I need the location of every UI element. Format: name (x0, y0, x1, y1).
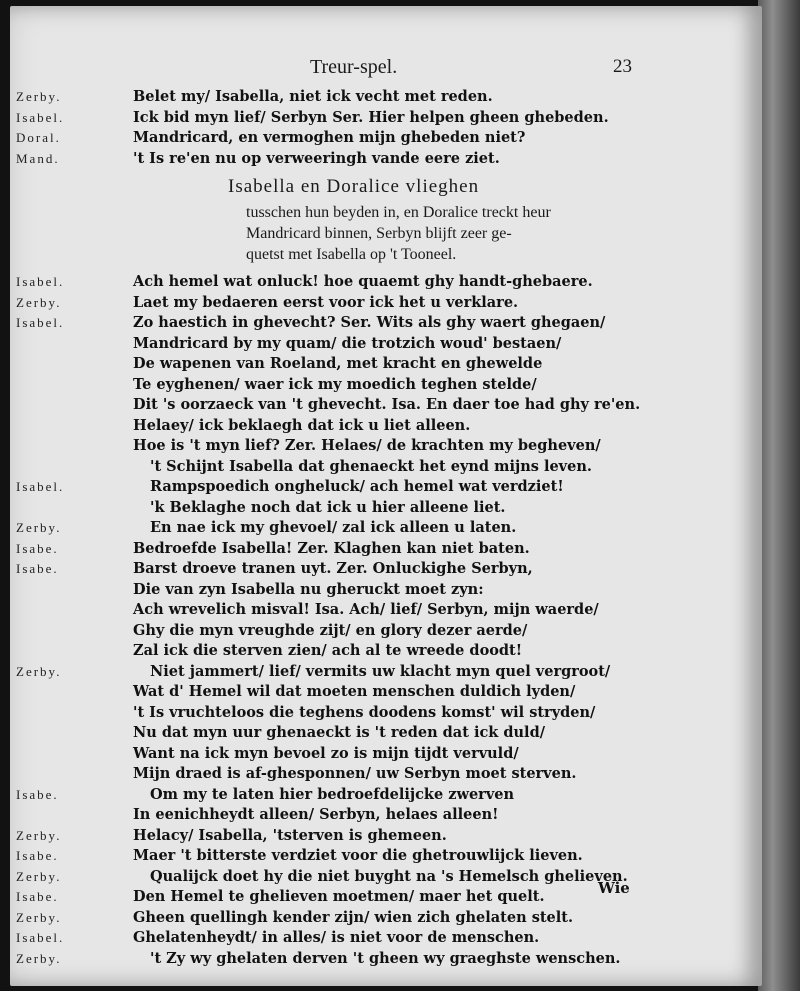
verse-line (10, 108, 762, 129)
line-text: Die van zyn Isabella nu gheruckt moet zyn: (133, 580, 484, 598)
speaker-label: Isabe. (16, 561, 59, 576)
line-text: Bedroefde Isabella! Zer. Klaghen kan niet baten. (133, 539, 530, 557)
line-text: Zal ick die sterven zien/ ach al te wreede doodt! (133, 642, 523, 659)
page-header (10, 56, 762, 82)
running-head: Treur-spel. (310, 56, 398, 78)
verse-line (10, 477, 762, 498)
verse-text (10, 87, 762, 969)
speaker-label: Isabel. (16, 274, 65, 289)
verse-line (10, 539, 762, 560)
line-text: Gheen quellingh kender zijn/ wien zich ghelaten stelt. (133, 908, 574, 926)
verse-line (10, 395, 762, 416)
page-number: 23 (613, 56, 632, 77)
verse-line (10, 703, 762, 724)
stage-direction-line: Isabella en Doralice vlieghen (228, 176, 480, 197)
verse-line (10, 457, 762, 478)
verse-line (10, 908, 762, 929)
line-text: 'k Beklaghe noch dat ick u hier alleene liet. (150, 498, 506, 516)
stage-direction-line: quetst met Isabella op 't Tooneel. (246, 246, 457, 263)
book-page (10, 6, 762, 986)
line-text: Dit 's oorzaeck van 't ghevecht. Isa. En daer toe had ghy re'en. (133, 396, 641, 413)
stage-direction-line: Mandricard binnen, Serbyn blijft zeer ge- (246, 225, 512, 242)
speaker-label: Zerby. (16, 520, 62, 535)
line-text: Ach hemel wat onluck! hoe quaemt ghy handt-ghebaere. (133, 273, 593, 290)
line-text: Nu dat myn uur ghenaeckt is 't reden dat ick duld/ (133, 724, 546, 741)
line-text: Ick bid myn lief/ Serbyn Ser. Hier helpen gheen ghebeden. (133, 108, 609, 126)
verse-line (10, 867, 762, 888)
verse-line (10, 887, 762, 908)
line-text: En nae ick my ghevoel/ zal ick alleen u laten. (150, 519, 517, 536)
verse-line (10, 518, 762, 539)
catchword: Wie (598, 879, 630, 897)
line-text: Wat d' Hemel wil dat moeten menschen duldich lyden/ (133, 683, 576, 700)
verse-line (10, 600, 762, 621)
line-text: Qualijck doet hy die niet buyght na 's Hemelsch ghelieven. (150, 867, 628, 885)
speaker-label: Isabel. (16, 930, 65, 945)
speaker-label: Zerby. (16, 89, 62, 104)
line-text: Hoe is 't myn lief? Zer. Helaes/ de krachten my begheven/ (133, 437, 601, 454)
verse-line (10, 149, 762, 170)
line-text: Niet jammert/ lief/ vermits uw klacht myn quel vergroot/ (150, 662, 611, 680)
verse-line (10, 928, 762, 949)
speaker-label: Zerby. (16, 909, 62, 925)
book-spine (758, 0, 800, 991)
speaker-label: Zerby. (16, 868, 62, 884)
verse-line (10, 87, 762, 108)
verse-line (10, 293, 762, 314)
verse-line (10, 744, 762, 765)
speaker-label: Isabe. (16, 540, 59, 556)
line-text: Den Hemel te ghelieven moetmen/ maer het quelt. (133, 888, 545, 905)
line-text: Helacy/ Isabella, 'tsterven is ghemeen. (133, 826, 447, 844)
stage-direction (10, 169, 762, 272)
verse-line (10, 846, 762, 867)
line-text: Mandricard by my quam/ die trotzich woud' bestaen/ (133, 334, 562, 352)
verse-line (10, 805, 762, 826)
line-text: Helaey/ ick beklaegh dat ick u liet alleen. (133, 416, 471, 434)
line-text: 't Is re'en nu op verweeringh vande eere ziet. (133, 149, 500, 167)
verse-line (10, 621, 762, 642)
speaker-label: Isabe. (16, 786, 59, 802)
speaker-label: Doral. (16, 130, 61, 145)
verse-line (10, 128, 762, 149)
line-text: Ach wrevelich misval! Isa. Ach/ lief/ Serbyn, mijn waerde/ (133, 601, 599, 618)
speaker-label: Zerby. (16, 663, 62, 679)
verse-line (10, 682, 762, 703)
verse-line (10, 559, 762, 580)
speaker-label: Zerby. (16, 950, 62, 966)
line-text: Zo haestich in ghevecht? Ser. Wits als ghy waert ghegaen/ (133, 314, 606, 331)
line-text: Ghy die myn vreughde zijt/ en glory dezer aerde/ (133, 621, 528, 639)
line-text: 't Zy wy ghelaten derven 't gheen wy graeghste wenschen. (150, 949, 621, 967)
verse-line (10, 313, 762, 334)
speaker-label: Mand. (16, 150, 60, 166)
verse-line (10, 375, 762, 396)
verse-line (10, 354, 762, 375)
line-text: De wapenen van Roeland, met kracht en ghewelde (133, 355, 543, 372)
line-text: 't Schijnt Isabella dat ghenaeckt het eynd mijns leven. (150, 457, 592, 475)
line-text: Mijn draed is af-ghesponnen/ uw Serbyn moet sterven. (133, 765, 577, 782)
speaker-label: Isabe. (16, 889, 59, 904)
line-text: In eenichheydt alleen/ Serbyn, helaes alleen! (133, 806, 499, 823)
verse-line (10, 785, 762, 806)
verse-line (10, 764, 762, 785)
line-text: Te eyghenen/ waer ick my moedich teghen stelde/ (133, 375, 537, 393)
verse-line (10, 498, 762, 519)
line-text: Belet my/ Isabella, niet ick vecht met reden. (133, 88, 493, 105)
line-text: Ghelatenheydt/ in alles/ is niet voor de menschen. (133, 929, 540, 946)
speaker-label: Isabe. (16, 848, 59, 863)
line-text: Om my te laten hier bedroefdelijcke zwerven (150, 785, 515, 803)
speaker-label: Isabel. (16, 315, 65, 330)
line-text: Rampspoedich ongheluck/ ach hemel wat verdziet! (150, 478, 564, 495)
verse-line (10, 641, 762, 662)
verse-line (10, 334, 762, 355)
verse-line (10, 723, 762, 744)
verse-line (10, 416, 762, 437)
line-text: Maer 't bitterste verdziet voor die ghetrouwlijck lieven. (133, 847, 583, 864)
speaker-label: Isabel. (16, 109, 65, 125)
line-text: 't Is vruchteloos die teghens doodens komst' wil stryden/ (133, 703, 596, 721)
speaker-label: Zerby. (16, 294, 62, 310)
verse-line (10, 580, 762, 601)
line-text: Laet my bedaeren eerst voor ick het u verklare. (133, 293, 519, 311)
speaker-label: Isabel. (16, 479, 65, 494)
verse-line (10, 949, 762, 970)
verse-line (10, 662, 762, 683)
stage-direction-line: tusschen hun beyden in, en Doralice treckt heur (246, 204, 551, 221)
line-text: Barst droeve tranen uyt. Zer. Onluckighe Serbyn, (133, 560, 533, 577)
verse-line (10, 826, 762, 847)
line-text: Want na ick myn bevoel zo is mijn tijdt vervuld/ (133, 744, 519, 762)
speaker-label: Zerby. (16, 827, 62, 843)
line-text: Mandricard, en vermoghen mijn ghebeden niet? (133, 129, 526, 146)
verse-line (10, 272, 762, 293)
verse-line (10, 436, 762, 457)
